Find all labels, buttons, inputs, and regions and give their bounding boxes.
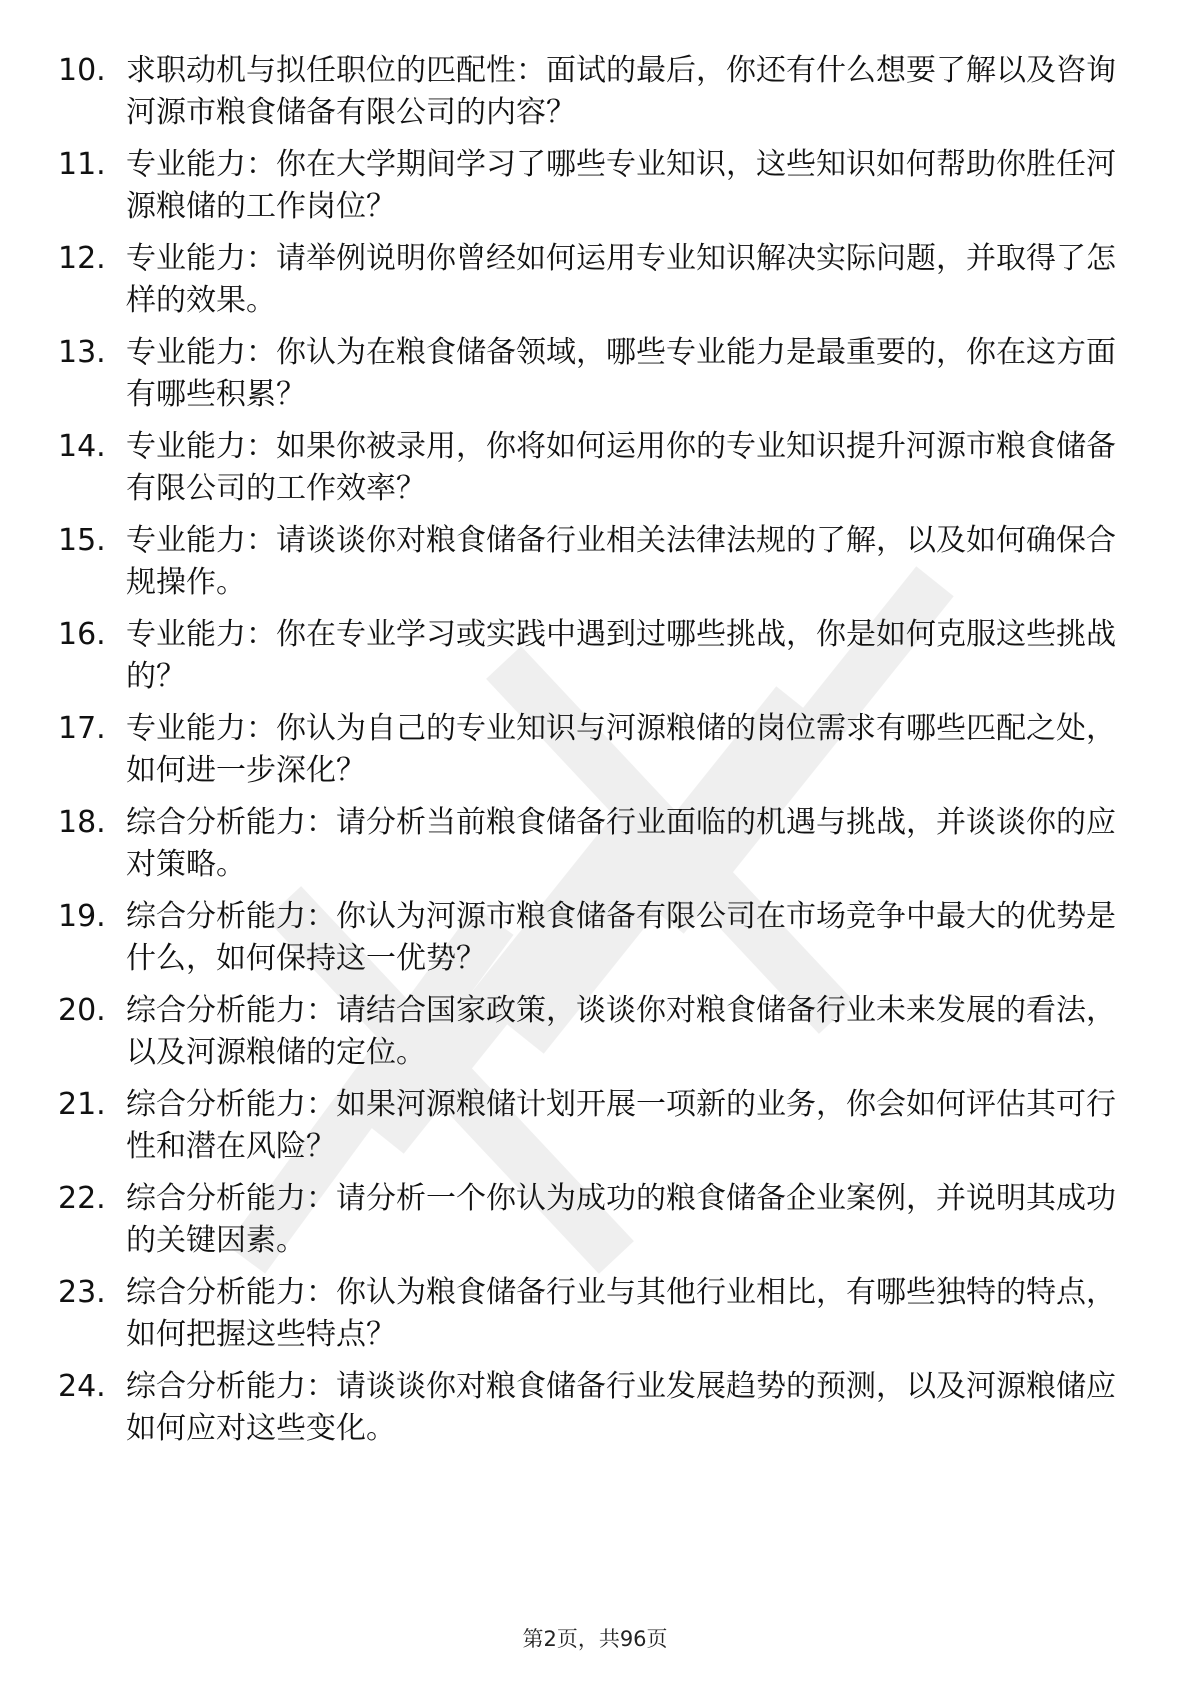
list-item bbox=[58, 990, 1138, 1084]
question-number: 12. bbox=[58, 241, 106, 276]
list-item bbox=[58, 1272, 1138, 1366]
question-number: 20. bbox=[58, 993, 106, 1028]
question-number: 14. bbox=[58, 429, 106, 464]
question-number: 13. bbox=[58, 335, 106, 370]
list-item bbox=[58, 50, 1138, 144]
question-text: 综合分析能力：如果河源粮储计划开展一项新的业务，你会如何评估其可行性和潜在风险？ bbox=[126, 1087, 1116, 1164]
question-text: 专业能力：你认为在粮食储备领域，哪些专业能力是最重要的，你在这方面有哪些积累？ bbox=[126, 335, 1116, 412]
question-number: 18. bbox=[58, 805, 106, 840]
question-number: 17. bbox=[58, 711, 106, 746]
question-number: 16. bbox=[58, 617, 106, 652]
list-item bbox=[58, 1366, 1138, 1460]
list-item bbox=[58, 520, 1138, 614]
question-number: 15. bbox=[58, 523, 106, 558]
question-text: 综合分析能力：你认为河源市粮食储备有限公司在市场竞争中最大的优势是什么，如何保持这一优势？ bbox=[126, 899, 1116, 976]
list-item bbox=[58, 1178, 1138, 1272]
question-text: 综合分析能力：请结合国家政策，谈谈你对粮食储备行业未来发展的看法，以及河源粮储的定位。 bbox=[126, 993, 1116, 1070]
list-item bbox=[58, 426, 1138, 520]
list-item bbox=[58, 238, 1138, 332]
question-number: 19. bbox=[58, 899, 106, 934]
list-item bbox=[58, 896, 1138, 990]
question-text: 专业能力：如果你被录用，你将如何运用你的专业知识提升河源市粮食储备有限公司的工作效率？ bbox=[126, 429, 1116, 506]
question-list bbox=[58, 50, 1138, 1460]
question-number: 22. bbox=[58, 1181, 106, 1216]
question-text: 综合分析能力：请分析当前粮食储备行业面临的机遇与挑战，并谈谈你的应对策略。 bbox=[126, 805, 1116, 882]
list-item bbox=[58, 144, 1138, 238]
list-item bbox=[58, 614, 1138, 708]
question-number: 11. bbox=[58, 147, 106, 182]
question-number: 24. bbox=[58, 1369, 106, 1404]
page-footer bbox=[0, 1623, 1190, 1653]
question-text: 专业能力：请举例说明你曾经如何运用专业知识解决实际问题，并取得了怎样的效果。 bbox=[126, 241, 1116, 318]
list-item bbox=[58, 332, 1138, 426]
question-text: 专业能力：你在专业学习或实践中遇到过哪些挑战，你是如何克服这些挑战的？ bbox=[126, 617, 1116, 694]
question-text: 专业能力：你认为自己的专业知识与河源粮储的岗位需求有哪些匹配之处，如何进一步深化？ bbox=[126, 711, 1116, 788]
question-number: 10. bbox=[58, 53, 106, 88]
question-text: 求职动机与拟任职位的匹配性：面试的最后，你还有什么想要了解以及咨询河源市粮食储备有限公司的内容？ bbox=[126, 53, 1116, 130]
question-text: 综合分析能力：你认为粮食储备行业与其他行业相比，有哪些独特的特点，如何把握这些特点？ bbox=[126, 1275, 1116, 1352]
page-number-label: 第2页，共96页 bbox=[522, 1627, 668, 1651]
question-text: 专业能力：请谈谈你对粮食储备行业相关法律法规的了解，以及如何确保合规操作。 bbox=[126, 523, 1116, 600]
list-item bbox=[58, 1084, 1138, 1178]
question-text: 专业能力：你在大学期间学习了哪些专业知识，这些知识如何帮助你胜任河源粮储的工作岗位？ bbox=[126, 147, 1116, 224]
question-text: 综合分析能力：请分析一个你认为成功的粮食储备企业案例，并说明其成功的关键因素。 bbox=[126, 1181, 1116, 1258]
list-item bbox=[58, 708, 1138, 802]
question-text: 综合分析能力：请谈谈你对粮食储备行业发展趋势的预测，以及河源粮储应如何应对这些变化。 bbox=[126, 1369, 1116, 1446]
question-number: 21. bbox=[58, 1087, 106, 1122]
list-item bbox=[58, 802, 1138, 896]
question-number: 23. bbox=[58, 1275, 106, 1310]
